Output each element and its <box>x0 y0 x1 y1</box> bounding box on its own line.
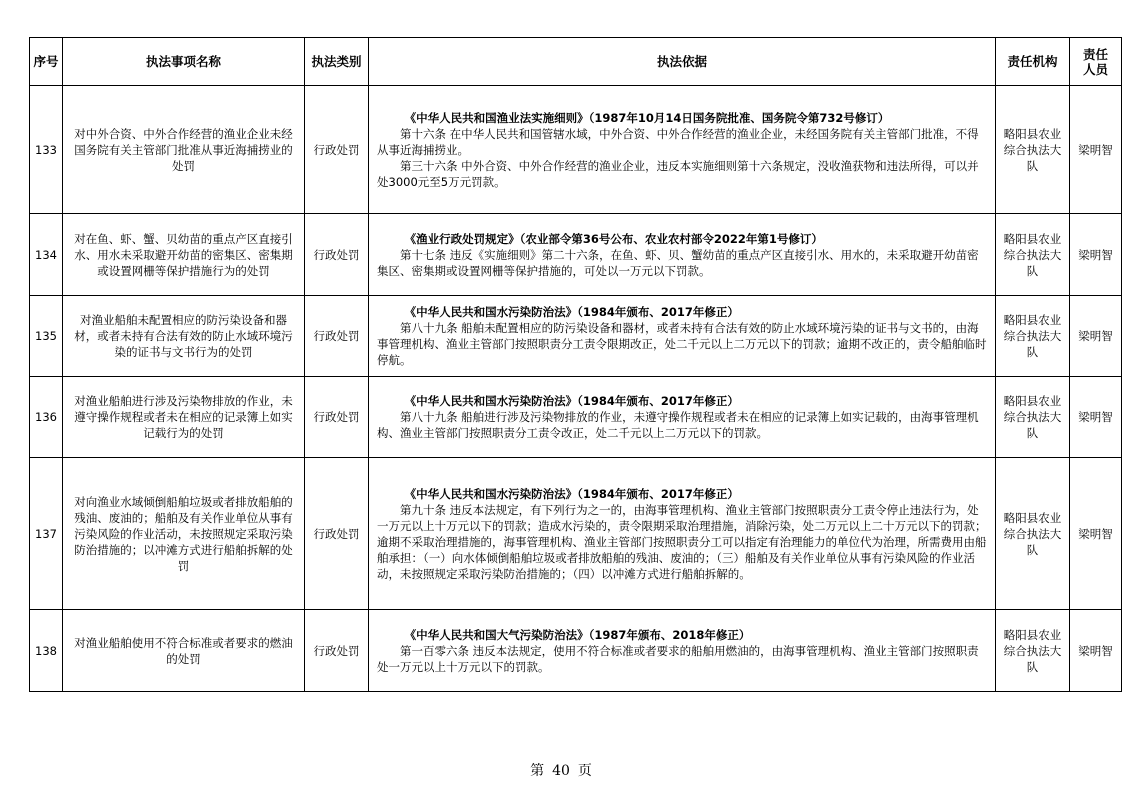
law-title: 《中华人民共和国渔业法实施细则》（1987年10月14日国务院批准、国务院令第732号修订） <box>404 110 890 125</box>
enforcement-type: 行政处罚 <box>305 214 369 296</box>
law-title: 《中华人民共和国水污染防治法》（1984年颁布、2017年修正） <box>404 394 739 408</box>
law-article: 第八十九条 船舶未配置相应的防污染设备和器材，或者未持有合法有效的防止水域环境污染的证书与文书的，由海事管理机构、渔业主管部门按照职责分工责令限期改正，处二千元以上二万元以下的罚款；逾期不改正的，责令船舶临时停航。 <box>377 321 987 367</box>
table-row <box>30 458 1122 610</box>
responsible-org: 略阳县农业综合执法大队 <box>996 377 1070 458</box>
law-title: 《中华人民共和国水污染防治法》（1984年颁布、2017年修正） <box>404 305 739 319</box>
row-number: 135 <box>30 296 63 377</box>
law-article: 第一百零六条 违反本法规定，使用不符合标准或者要求的船舶用燃油的，由海事管理机构、渔业主管部门按照职责处一万元以上十万元以下的罚款。 <box>377 643 979 674</box>
law-title: 《中华人民共和国大气污染防治法》（1987年颁布、2018年修正） <box>404 627 751 642</box>
item-name: 对在鱼、虾、蟹、贝幼苗的重点产区直接引水、用水未采取避开幼苗的密集区、密集期或设置网栅等保护措施行为的处罚 <box>63 214 305 296</box>
header-row <box>30 38 1122 86</box>
table-row <box>30 214 1122 296</box>
page-number: 40 <box>552 763 570 779</box>
row-number: 138 <box>30 610 63 692</box>
legal-basis <box>369 610 996 692</box>
header-person-text: 责任人员 <box>1082 46 1108 77</box>
enforcement-type: 行政处罚 <box>305 610 369 692</box>
legal-basis <box>369 86 996 214</box>
table-row <box>30 377 1122 458</box>
table-row <box>30 610 1122 692</box>
item-name: 对渔业船舶未配置相应的防污染设备和器材，或者未持有合法有效的防止水域环境污染的证书与文书行为的处罚 <box>63 296 305 377</box>
header-no: 序号 <box>30 38 63 86</box>
legal-basis <box>369 377 996 458</box>
law-title: 《中华人民共和国水污染防治法》（1984年颁布、2017年修正） <box>404 486 739 501</box>
row-number: 137 <box>30 458 63 610</box>
header-name: 执法事项名称 <box>63 38 305 86</box>
enforcement-table <box>29 37 1122 692</box>
item-name: 对向渔业水域倾倒船舶垃圾或者排放船舶的残油、废油的；船舶及有关作业单位从事有污染风险的作业活动，未按照规定采取污染防治措施的；以冲滩方式进行船舶拆解的处罚 <box>63 458 305 610</box>
responsible-org: 略阳县农业综合执法大队 <box>996 610 1070 692</box>
row-number: 134 <box>30 214 63 296</box>
law-article: 第八十九条 船舶进行涉及污染物排放的作业，未遵守操作规程或者未在相应的记录簿上如实记载的，由海事管理机构、渔业主管部门按照职责分工责令改正，处二千元以上二万元以下的罚款。 <box>377 410 979 440</box>
responsible-org: 略阳县农业综合执法大队 <box>996 86 1070 214</box>
law-title: 《渔业行政处罚规定》（农业部令第36号公布、农业农村部令2022年第1号修订） <box>404 231 823 246</box>
header-basis: 执法依据 <box>369 38 996 86</box>
enforcement-type: 行政处罚 <box>305 86 369 214</box>
responsible-person: 梁明智 <box>1070 458 1122 610</box>
responsible-person: 梁明智 <box>1070 214 1122 296</box>
header-org: 责任机构 <box>996 38 1070 86</box>
legal-basis <box>369 214 996 296</box>
law-article: 第十六条 在中华人民共和国管辖水域，中外合资、中外合作经营的渔业企业，未经国务院有关主管部门批准，不得从事近海捕捞业。 <box>377 126 979 157</box>
enforcement-type: 行政处罚 <box>305 377 369 458</box>
item-name: 对中外合资、中外合作经营的渔业企业未经国务院有关主管部门批准从事近海捕捞业的处罚 <box>63 86 305 214</box>
row-number: 136 <box>30 377 63 458</box>
responsible-person: 梁明智 <box>1070 610 1122 692</box>
item-name: 对渔业船舶使用不符合标准或者要求的燃油的处罚 <box>63 610 305 692</box>
legal-basis <box>369 296 996 377</box>
enforcement-type: 行政处罚 <box>305 458 369 610</box>
responsible-org: 略阳县农业综合执法大队 <box>996 214 1070 296</box>
enforcement-type: 行政处罚 <box>305 296 369 377</box>
page-suffix: 页 <box>577 763 592 779</box>
item-name: 对渔业船舶进行涉及污染物排放的作业，未遵守操作规程或者未在相应的记录簿上如实记载行为的处罚 <box>63 377 305 458</box>
responsible-person: 梁明智 <box>1070 296 1122 377</box>
law-article: 第九十条 违反本法规定，有下列行为之一的，由海事管理机构、渔业主管部门按照职责分工责令停止违法行为，处一万元以上十万元以下的罚款；造成水污染的，责令限期采取治理措施，消除污染，处二万元以上二十万元以下的罚款；逾期不采取治理措施的，海事管理机构、渔业主管部门按照职责分工可以指定有治理能力的单位代为治理，所需费用由船舶承担：（一）向水体倾倒船舶垃圾或者排放船舶的残油、废油的；（三）船舶及有关作业单位从事有污染风险的作业活动，未按照规定采取污染防治措施的；（四）以冲滩方式进行船舶拆解的。 <box>377 502 987 581</box>
law-article: 第三十六条 中外合资、中外合作经营的渔业企业，违反本实施细则第十六条规定，没收渔获物和违法所得，可以并处3000元至5万元罚款。 <box>377 158 979 189</box>
header-person <box>1070 38 1122 86</box>
header-type: 执法类别 <box>305 38 369 86</box>
responsible-org: 略阳县农业综合执法大队 <box>996 458 1070 610</box>
law-article: 第十七条 违反《实施细则》第二十六条，在鱼、虾、贝、蟹幼苗的重点产区直接引水、用水的，未采取避开幼苗密集区、密集期或设置网栅等保护措施的，可处以一万元以下罚款。 <box>377 247 979 278</box>
table-row <box>30 296 1122 377</box>
table-row <box>30 86 1122 214</box>
page-prefix: 第 <box>530 763 545 779</box>
legal-basis <box>369 458 996 610</box>
row-number: 133 <box>30 86 63 214</box>
responsible-org: 略阳县农业综合执法大队 <box>996 296 1070 377</box>
responsible-person: 梁明智 <box>1070 377 1122 458</box>
page-footer <box>0 760 1122 780</box>
responsible-person: 梁明智 <box>1070 86 1122 214</box>
